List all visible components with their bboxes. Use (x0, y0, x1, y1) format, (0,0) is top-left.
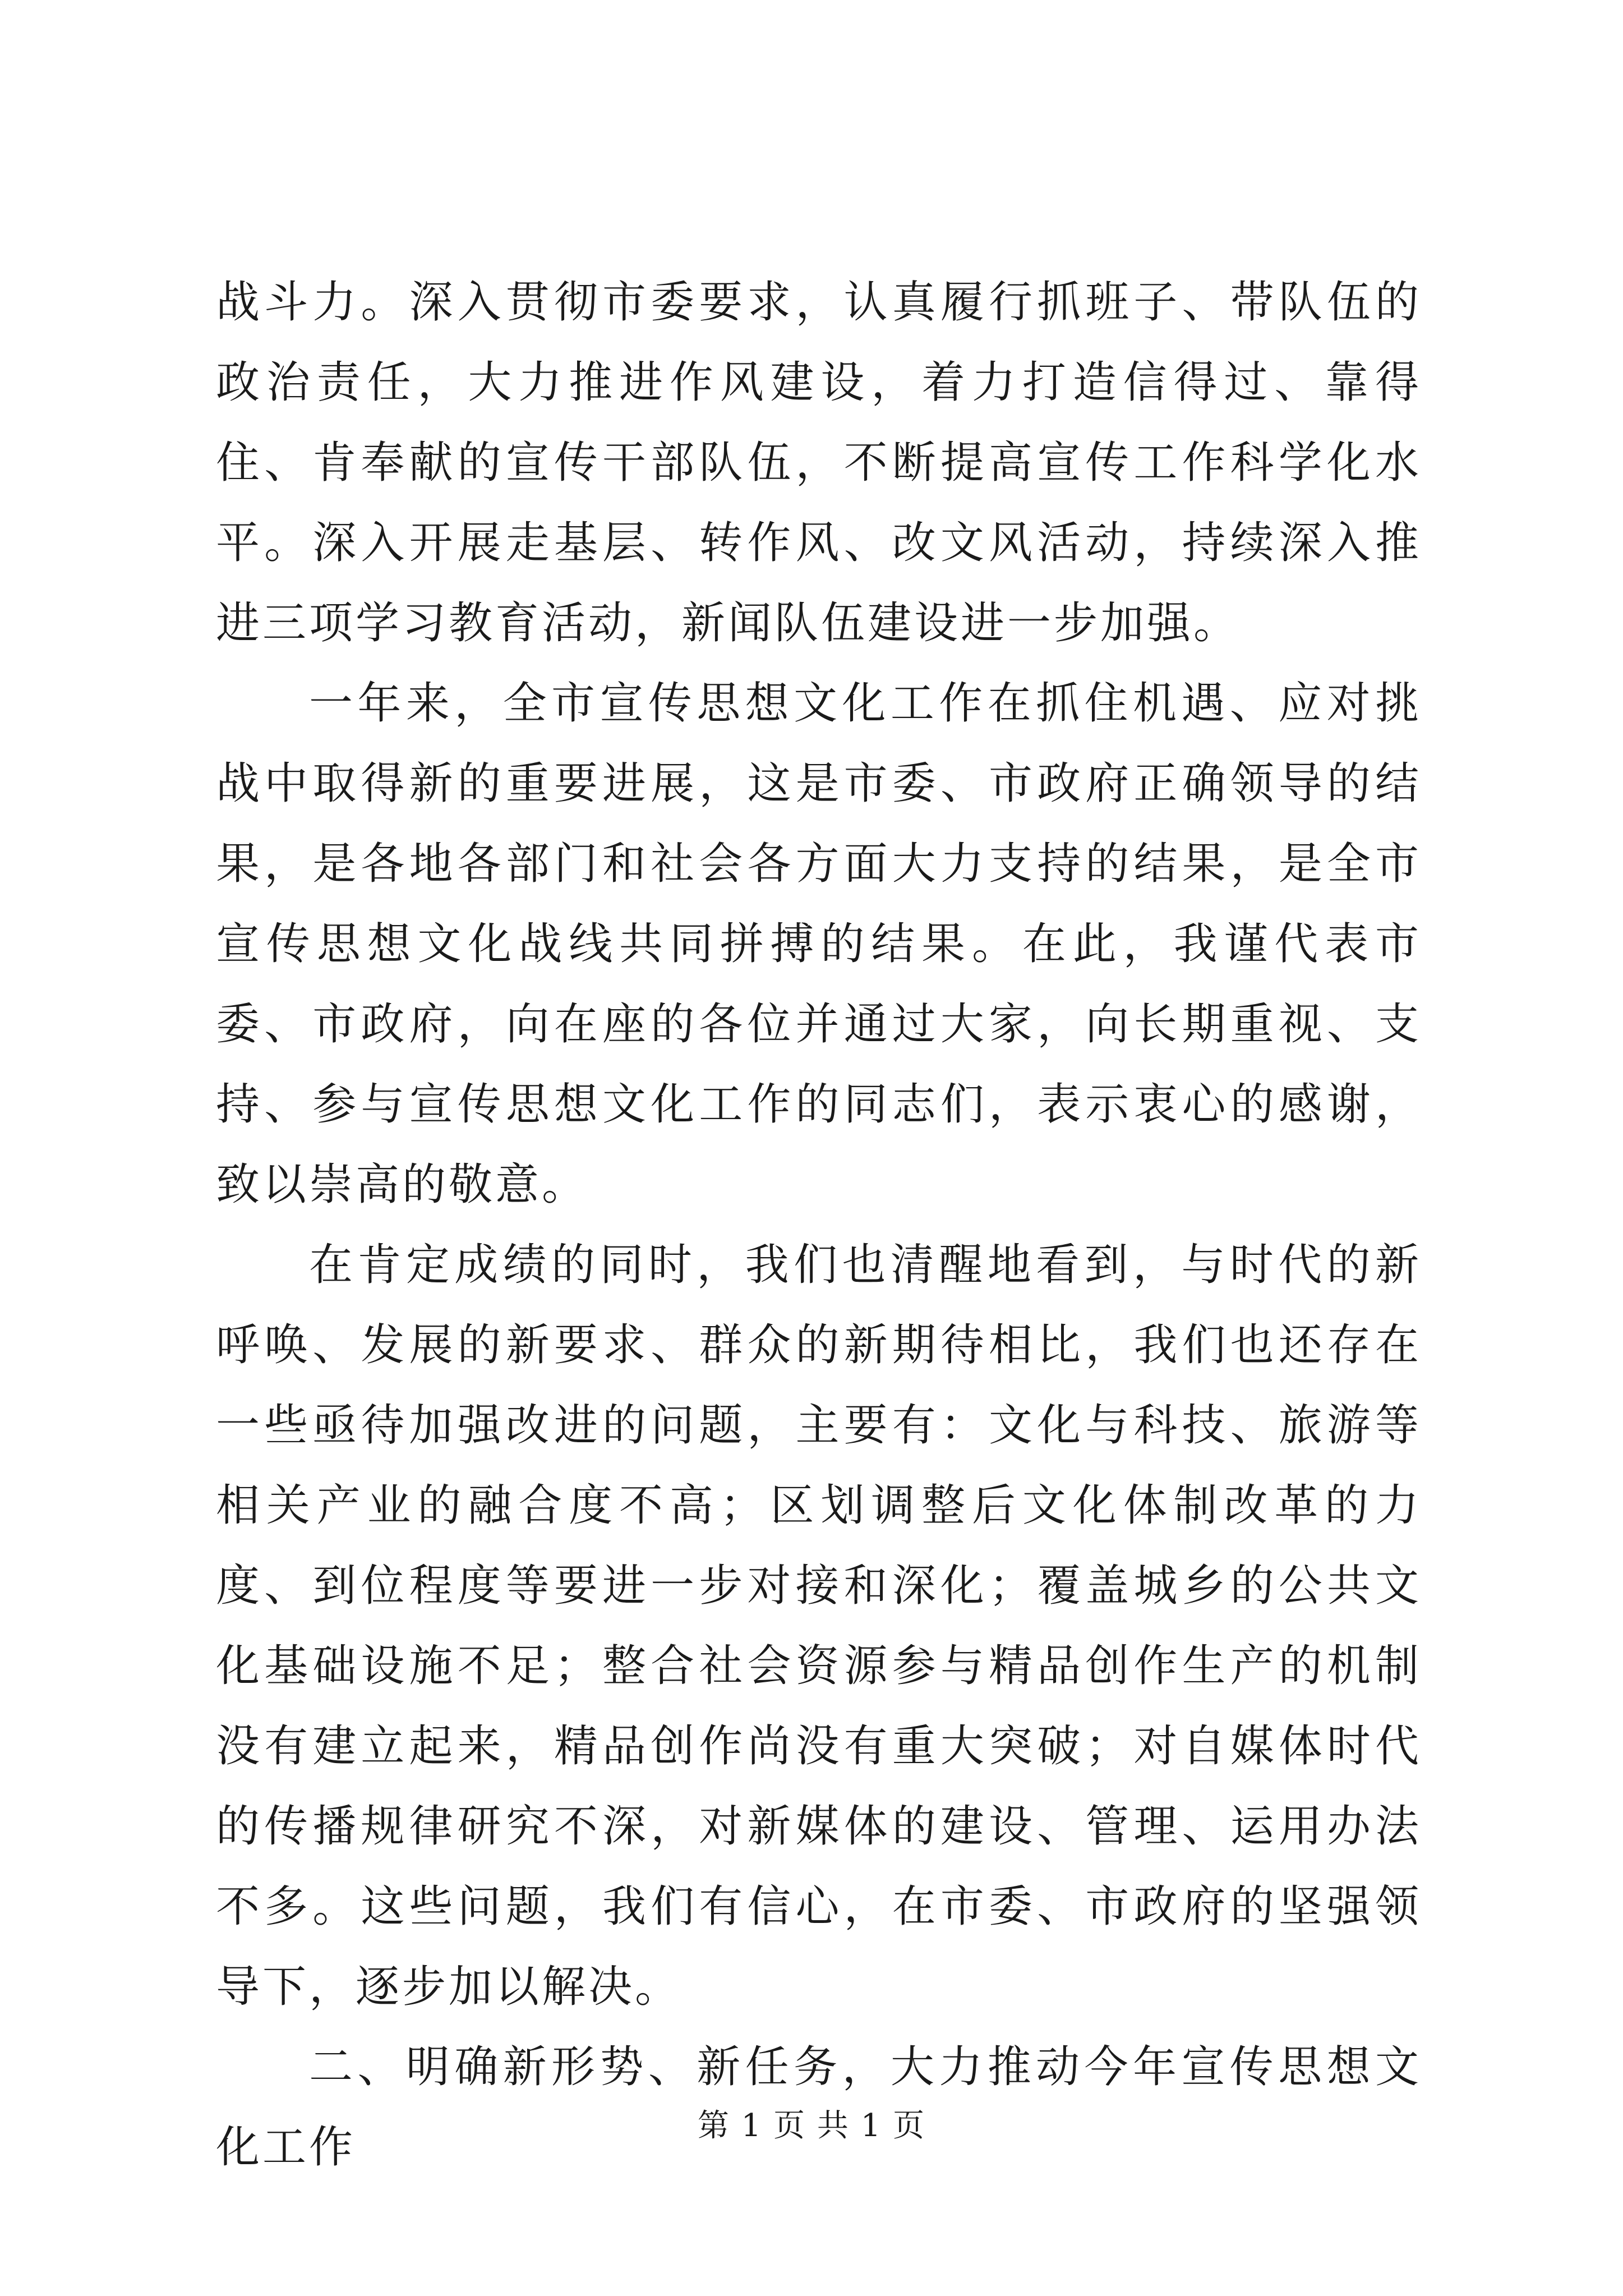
paragraph-problems: 在肯定成绩的同时，我们也清醒地看到，与时代的新呼唤、发展的新要求、群众的新期待相比，我们也还存在一些亟待加强改进的问题，主要有：文化与科技、旅游等相关产业的融合度不高；区划调整后文化体制改革的力度、到位程度等要进一步对接和深化；覆盖城乡的公共文化基础设施不足；整合社会资源参与精品创作生产的机制没有建立起来，精品创作尚没有重大突破；对自媒体时代的传播规律研究不深，对新媒体的建设、管理、运用办法不多。这些问题，我们有信心，在市委、市政府的坚强领导下，逐步加以解决。 (216, 1240, 1422, 2012)
paragraph-acknowledgement: 一年来，全市宣传思想文化工作在抓住机遇、应对挑战中取得新的重要进展，这是市委、市政府正确领导的结果，是各地各部门和社会各方面大力支持的结果，是全市宣传思想文化战线共同拼搏的结果。在此，我谨代表市委、市政府，向在座的各位并通过大家，向长期重视、支持、参与宣传思想文化工作的同志们，表示衷心的感谢，致以崇高的敬意。 (216, 678, 1422, 1210)
page-footer: 第 1 页 共 1 页 (697, 2108, 926, 2144)
document-body (216, 263, 1422, 2188)
paragraph-continuation: 战斗力。深入贯彻市委要求，认真履行抓班子、带队伍的政治责任，大力推进作风建设，着力打造信得过、靠得住、肯奉献的宣传干部队伍，不断提高宣传工作科学化水平。深入开展走基层、转作风、改文风活动，持续深入推进三项学习教育活动，新闻队伍建设进一步加强。 (216, 277, 1422, 648)
section-heading: 二、明确新形势、新任务，大力推动今年宣传思想文化工作 (216, 2042, 1422, 2173)
